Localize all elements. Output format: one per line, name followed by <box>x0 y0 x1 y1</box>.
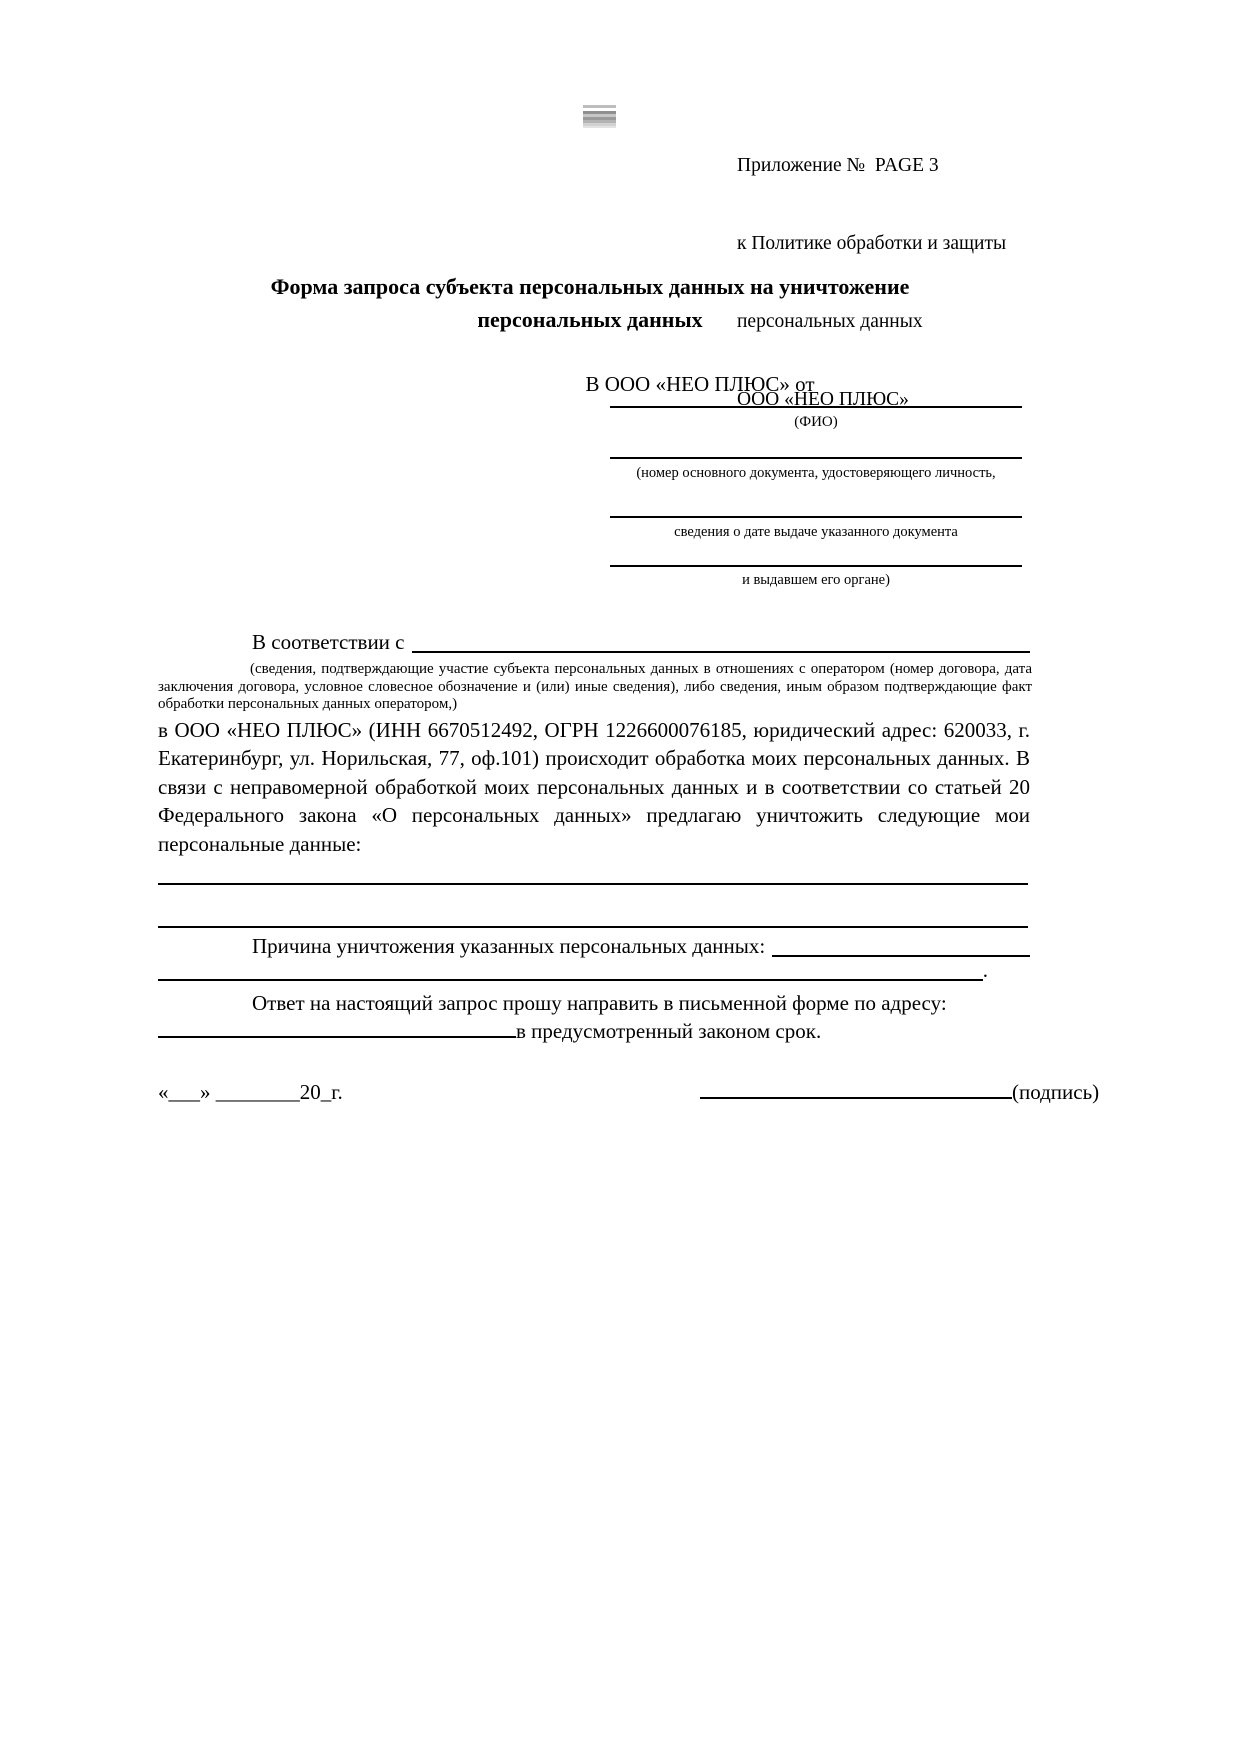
reason-continuation-row <box>158 958 988 985</box>
header-line-company: ООО «НЕО ПЛЮС» <box>737 389 909 410</box>
accordance-lead-text: В соответствии с <box>252 630 405 654</box>
header-line-appendix: Приложение № PAGE 3 <box>737 155 939 176</box>
field-caption-issue-date: сведения о дате выдаче указанного документа <box>674 524 958 540</box>
reply-request-line: Ответ на настоящий запрос прошу направить в письменной форме по адресу: <box>252 991 947 1015</box>
fill-in-line-document-number <box>610 457 1022 459</box>
field-caption-document-number: (номер основного документа, удостоверяющего личность, <box>636 465 996 481</box>
addressee-line: В ООО «НЕО ПЛЮС» от <box>585 372 815 396</box>
fill-in-line-accordance <box>412 630 1031 653</box>
reason-label: Причина уничтожения указанных персональных данных: <box>252 934 766 958</box>
signature-row <box>700 1080 1099 1105</box>
fill-in-line-issuing-authority <box>610 565 1022 567</box>
fill-in-line-signature <box>700 1097 1012 1099</box>
header-line-personal-data: персональных данных <box>737 311 923 332</box>
header-line-policy: к Политике обработки и защиты <box>737 233 1007 254</box>
fill-in-line-issue-date <box>610 516 1022 518</box>
embedded-object-icon <box>583 105 616 128</box>
fill-in-line-data-2 <box>158 926 1028 928</box>
document-title-line2: персональных данных <box>477 307 703 332</box>
accordance-footnote: (сведения, подтверждающие участие субъекта персональных данных в отношениях с оператором (номер договора, дата заключения договора, условное словесное обозначение и (или) иные сведения), либо сведения, иным образом подтверждающие факт обработки персональных данных оператором,) <box>158 661 1032 713</box>
sentence-period: . <box>982 958 988 982</box>
fill-in-line-data-1 <box>158 883 1028 885</box>
document-title <box>130 270 1050 336</box>
reason-row <box>158 934 1030 961</box>
reply-term-text: в предусмотренный законом срок. <box>516 1019 822 1043</box>
fill-in-line-reason-continuation <box>158 958 983 981</box>
fill-in-line-reason <box>772 934 1030 957</box>
fill-in-line-address <box>158 1036 516 1038</box>
reply-address-row <box>158 1019 1030 1044</box>
document-title-line1: Форма запроса субъекта персональных данных на уничтожение <box>270 274 910 299</box>
signature-caption: (подпись) <box>1012 1080 1100 1104</box>
field-caption-issuing-authority: и выдавшем его органе) <box>742 572 890 588</box>
field-caption-name: (ФИО) <box>794 414 838 430</box>
fill-in-line-name <box>610 406 1022 408</box>
date-line: «___» ________20_г. <box>158 1080 343 1104</box>
accordance-row <box>158 630 1030 657</box>
body-paragraph: в ООО «НЕО ПЛЮС» (ИНН 6670512492, ОГРН 1226600076185, юридический адрес: 620033, г. Екатеринбург, ул. Норильская, 77, оф.101) происходит обработка моих персональных данных. В связи с неправомерной обработкой моих персональных данных и в соответствии со статьей 20 Федерального закона «О персональных данных» предлагаю уничтожить следующие мои персональные данные: <box>158 718 1030 856</box>
